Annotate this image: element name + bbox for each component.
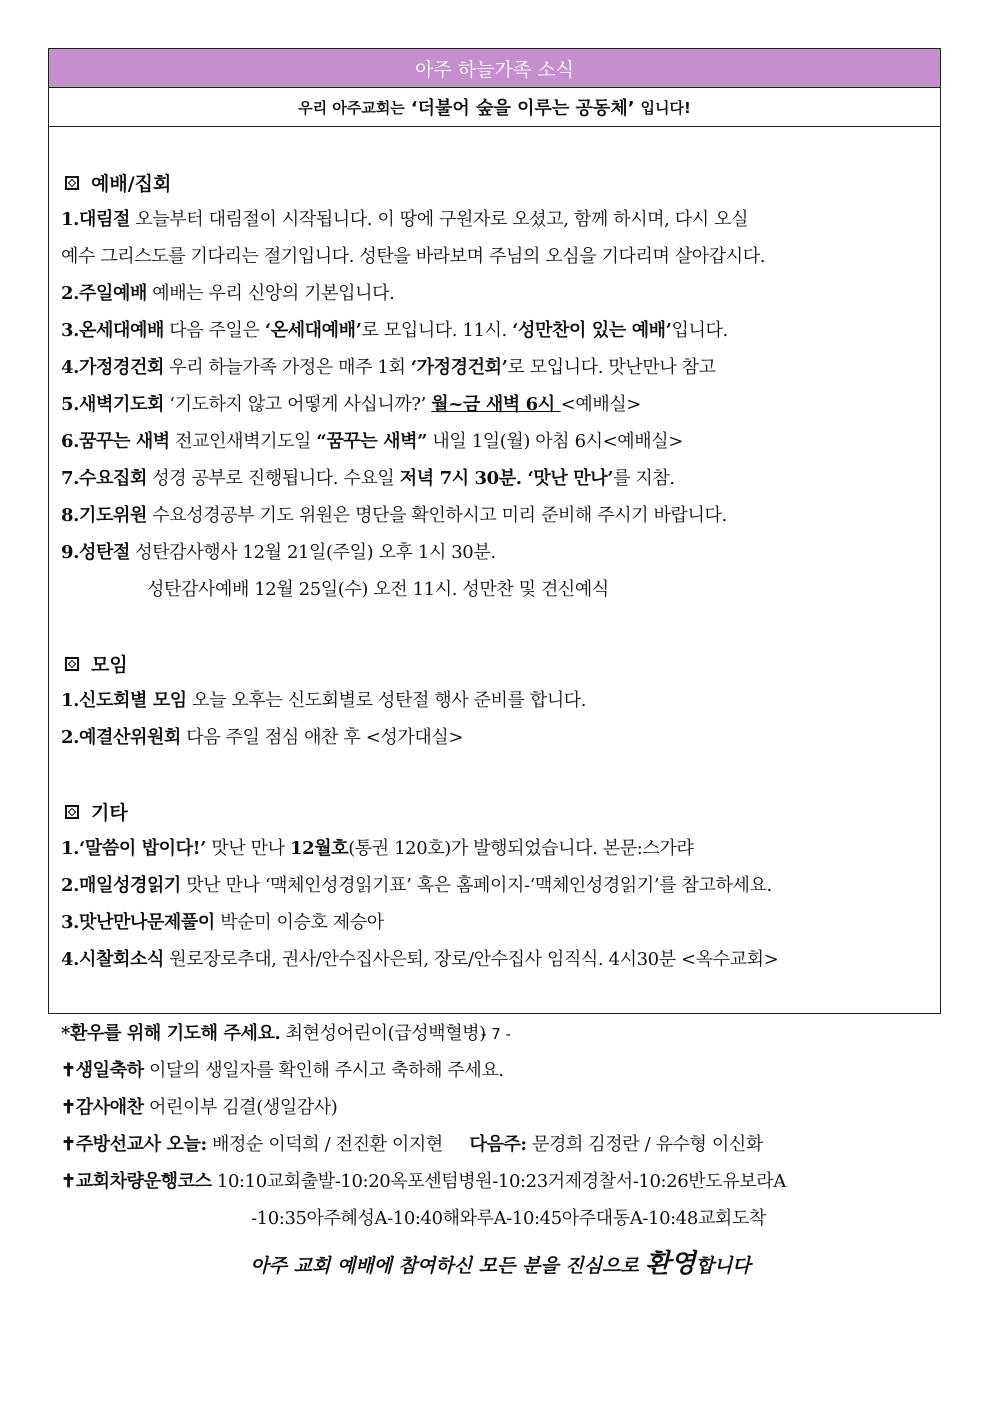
motto-quote: ‘더불어 숲을 이루는 공동체’ <box>410 98 635 119</box>
list-item: 7.수요집회 성경 공부로 진행됩니다. 수요일 저녁 7시 30분. ‘맛난 만나’를 지참. <box>61 468 675 489</box>
list-item: 6.꿈꾸는 새벽 전교인새벽기도일 “꿈꾸는 새벽” 내일 1일(월) 아침 6시<예배실> <box>61 431 683 452</box>
page-title: 아주 하늘가족 소식 <box>49 49 940 88</box>
notice-item: ✝주방선교사 오늘: 배정순 이덕희 / 전진환 이지현 다음주: 문경희 김정란 / 유수형 이신화 <box>61 1134 763 1155</box>
section-etc-title: 기타 <box>61 793 940 830</box>
list-item: 3.맛난만나문제풀이 박순미 이승호 제승아 <box>61 912 384 933</box>
diamond-bullet-icon <box>65 176 79 190</box>
notice-item: ✝교회차량운행코스 10:10교회출발-10:20옥포센텀병원-10:23거제경찰서-10:26반도유보라A <box>61 1171 786 1192</box>
section-worship-title: 예배/집회 <box>61 164 940 201</box>
diamond-bullet-icon <box>65 657 79 671</box>
cross-icon: ✝ <box>61 1134 76 1155</box>
notice-item: -10:35아주혜성A-10:40해와루A-10:45아주대동A-10:48교회도착 <box>251 1208 766 1229</box>
notice-item: ✝생일축하 이달의 생일자를 확인해 주시고 축하해 주세요. <box>61 1060 504 1081</box>
cross-icon: ✝ <box>61 1060 76 1081</box>
list-item: 2.매일성경읽기 맛난 만나 ‘맥체인성경읽기표’ 혹은 홈페이지-‘맥체인성경읽기’를 참고하세요. <box>61 875 772 896</box>
list-item: 성탄감사예배 12월 25일(수) 오전 11시. 성만찬 및 견신예식 <box>147 579 609 600</box>
list-item: 8.기도위원 수요성경공부 기도 위원은 명단을 확인하시고 미리 준비해 주시기 바랍니다. <box>61 505 727 526</box>
notice-item: ✝감사애찬 어린이부 김결(생일감사) <box>61 1097 338 1118</box>
list-item: 4.가정경건회 우리 하늘가족 가정은 매주 1회 ‘가정경건회’로 모입니다. 맛난만나 참고 <box>61 357 716 378</box>
list-item: 2.예결산위원회 다음 주일 점심 애찬 후 <성가대실> <box>61 727 464 748</box>
motto <box>49 88 940 127</box>
list-item: 1.‘말씀이 밥이다!’ 맛난 만나 12월호(통권 120호)가 발행되었습니다. 본문:스가랴 <box>61 838 694 859</box>
asterisk-icon: * <box>61 1023 71 1044</box>
bulletin-frame <box>48 48 941 1279</box>
list-item: 3.온세대예배 다음 주일은 ‘온세대예배’로 모입니다. 11시. ‘성만찬이 있는 예배’입니다. <box>61 320 728 341</box>
notice-item: *환우를 위해 기도해 주세요. 최현성어린이(급성백혈병) <box>61 1023 486 1044</box>
list-item: 1.대림절 오늘부터 대림절이 시작됩니다. 이 땅에 구원자로 오셨고, 함께 하시며, 다시 오실 <box>61 209 749 230</box>
list-item: 9.성탄절 성탄감사행사 12월 21일(주일) 오후 1시 30분. <box>61 542 496 563</box>
motto-post: 입니다! <box>640 98 691 117</box>
list-item: 2.주일예배 예배는 우리 신앙의 기본입니다. <box>61 283 395 304</box>
content <box>49 127 940 1280</box>
list-item: 1.신도회별 모임 오늘 오후는 신도회별로 성탄절 행사 준비를 합니다. <box>61 690 587 711</box>
list-item: 4.시찰회소식 원로장로추대, 권사/안수집사은퇴, 장로/안수집사 임직식. 4시30분 <옥수교회> <box>61 949 779 970</box>
list-item: 5.새벽기도회 ‘기도하지 않고 어떻게 사십니까?’ 월~금 새벽 6시 <예배실> <box>61 394 641 415</box>
closing-message: 아주 교회 예배에 참여하신 모든 분을 진심으로 환영합니다 <box>250 1249 751 1279</box>
list-item: 예수 그리스도를 기다리는 절기입니다. 성탄을 바라보며 주님의 오심을 기다리며 살아갑시다. <box>61 246 766 267</box>
section-meeting-title: 모임 <box>61 645 940 682</box>
diamond-bullet-icon <box>65 805 79 819</box>
cross-icon: ✝ <box>61 1171 76 1192</box>
motto-pre: 우리 아주교회는 <box>298 98 405 117</box>
page-number: - 7 - <box>481 1025 511 1043</box>
cross-icon: ✝ <box>61 1097 76 1118</box>
